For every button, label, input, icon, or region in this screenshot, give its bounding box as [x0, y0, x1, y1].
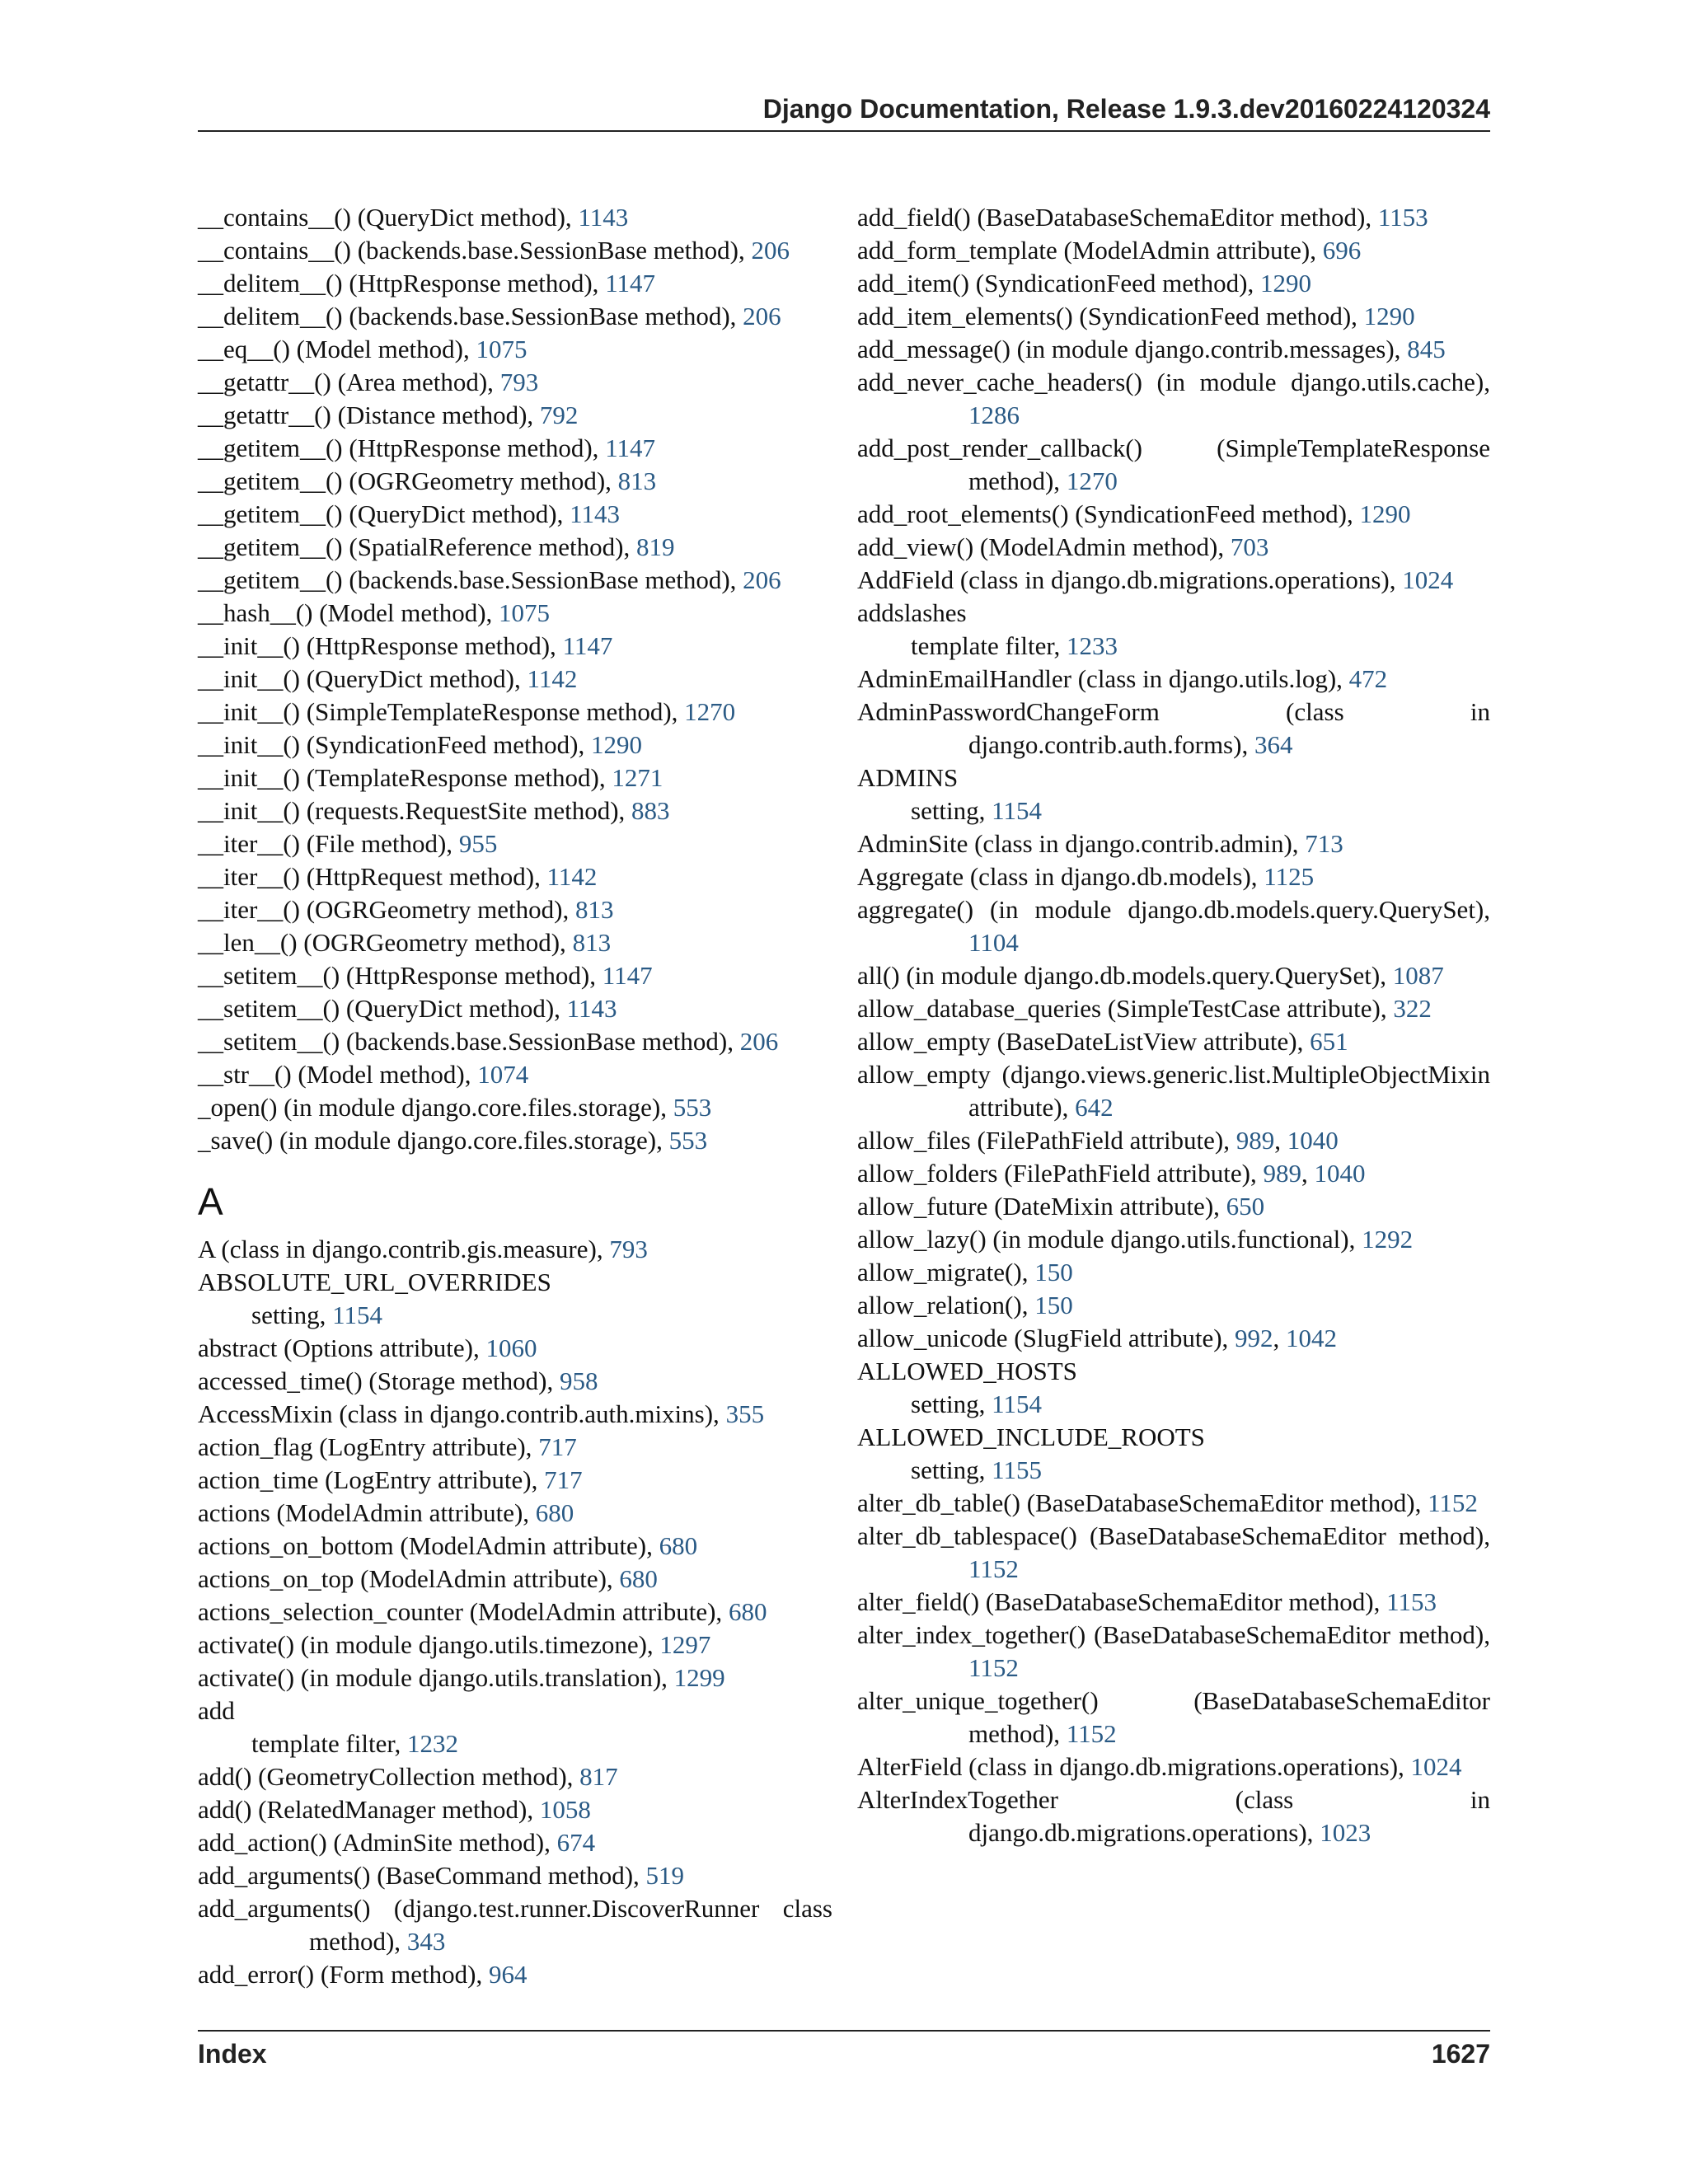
page-link[interactable]: 680 — [728, 1597, 767, 1626]
page-link[interactable]: 992 — [1235, 1324, 1273, 1352]
entry-text: __hash__() (Model method), — [198, 598, 499, 627]
page-link[interactable]: 1147 — [605, 434, 656, 462]
index-entry — [198, 234, 832, 267]
index-entry — [857, 1586, 1490, 1619]
entry-text: alter_index_together() (BaseDatabaseSchemaEditor method), — [857, 1620, 1490, 1649]
index-entry — [198, 432, 832, 465]
index-entry — [198, 300, 832, 333]
index-entry — [198, 1826, 832, 1859]
page-link[interactable]: 206 — [743, 565, 781, 594]
page-link[interactable]: 696 — [1322, 236, 1362, 265]
entry-text: add() (RelatedManager method), — [198, 1795, 540, 1824]
index-entry — [198, 663, 832, 696]
section-heading: A — [198, 1180, 223, 1223]
entry-text: accessed_time() (Storage method), — [198, 1366, 560, 1395]
document-title: Django Documentation, Release 1.9.3.dev20160224120324 — [762, 94, 1490, 124]
index-entry — [857, 1355, 1490, 1388]
page-link[interactable]: 1270 — [684, 697, 736, 726]
index-entry — [198, 959, 832, 992]
page-link[interactable]: 680 — [619, 1564, 658, 1593]
page-separator: , — [1273, 1324, 1287, 1352]
page-link[interactable]: 1125 — [1264, 862, 1315, 891]
index-entry — [198, 1661, 832, 1694]
entry-text: ALLOWED_HOSTS — [857, 1357, 1077, 1385]
entry-text: __str__() (Model method), — [198, 1060, 478, 1089]
page-link[interactable]: 680 — [659, 1531, 698, 1560]
entry-text: activate() (in module django.utils.timezone), — [198, 1630, 660, 1659]
index-entry — [857, 1487, 1490, 1520]
index-entry — [857, 201, 1490, 234]
index-entry — [198, 926, 832, 959]
subentry-text: template filter, — [911, 631, 1067, 660]
entry-text: __iter__() (HttpRequest method), — [198, 862, 547, 891]
entry-text: AccessMixin (class in django.contrib.auth.mixins), — [198, 1399, 726, 1428]
page-link[interactable]: 1290 — [1363, 302, 1415, 330]
entry-text: addslashes — [857, 598, 967, 627]
page-link[interactable]: 1142 — [546, 862, 598, 891]
index-entry — [857, 1124, 1490, 1157]
entry-text: actions_selection_counter (ModelAdmin attribute), — [198, 1597, 729, 1626]
index-entry — [198, 1464, 832, 1497]
index-entry — [857, 1619, 1490, 1685]
index-entry — [198, 1091, 832, 1124]
page-link[interactable]: 1154 — [332, 1301, 383, 1329]
entry-text: alter_unique_together() (BaseDatabaseSchemaEditor method), — [857, 1686, 1490, 1748]
entry-text: add_form_template (ModelAdmin attribute), — [857, 236, 1323, 265]
index-entry — [857, 432, 1490, 498]
entry-text: __init__() (SimpleTemplateResponse method), — [198, 697, 685, 726]
page-link[interactable]: 793 — [499, 368, 539, 396]
page-link[interactable]: 817 — [579, 1762, 618, 1791]
page-link[interactable]: 1153 — [1386, 1587, 1437, 1616]
page-link[interactable]: 1290 — [590, 730, 642, 759]
entry-text: __init__() (QueryDict method), — [198, 664, 528, 693]
index-entry — [198, 465, 832, 498]
entry-text: add_post_render_callback() (SimpleTemplateResponse method), — [857, 434, 1490, 495]
page-link[interactable]: 1142 — [527, 664, 578, 693]
page-link[interactable]: 713 — [1305, 829, 1343, 858]
page-separator: , — [1301, 1159, 1315, 1188]
index-column-right — [857, 201, 1490, 1849]
index-entry — [198, 1497, 832, 1530]
index-entry — [198, 1124, 832, 1157]
index-entry — [198, 1760, 832, 1793]
index-subentry — [857, 1454, 1490, 1487]
subentry-text: setting, — [251, 1301, 333, 1329]
page-link[interactable]: 1024 — [1402, 565, 1454, 594]
index-entry — [198, 1892, 832, 1958]
index-entry — [857, 564, 1490, 597]
page-link[interactable]: 674 — [556, 1828, 596, 1857]
page-link[interactable]: 1271 — [612, 763, 663, 792]
entry-text: allow_files (FilePathField attribute), — [857, 1126, 1236, 1155]
page-link[interactable]: 1023 — [1320, 1818, 1372, 1847]
index-entry — [198, 1563, 832, 1596]
entry-text: AlterIndexTogether (class in django.db.migrations.operations), — [857, 1785, 1490, 1847]
page-link[interactable]: 322 — [1393, 994, 1432, 1023]
page-link[interactable]: 1152 — [1066, 1719, 1117, 1748]
entry-text: __init__() (requests.RequestSite method), — [198, 796, 632, 825]
page-link[interactable]: 1152 — [968, 1653, 1019, 1682]
index-entry — [198, 366, 832, 399]
entry-text: add_error() (Form method), — [198, 1960, 489, 1989]
entry-text: AlterField (class in django.db.migrations.operations), — [857, 1752, 1411, 1781]
entry-text: ALLOWED_INCLUDE_ROOTS — [857, 1422, 1205, 1451]
subentry-text: template filter, — [251, 1729, 407, 1758]
page-link[interactable]: 206 — [743, 302, 781, 330]
entry-text: add() (GeometryCollection method), — [198, 1762, 580, 1791]
index-entry — [198, 1530, 832, 1563]
page-link[interactable]: 1075 — [499, 598, 551, 627]
entry-text: alter_field() (BaseDatabaseSchemaEditor method), — [857, 1587, 1387, 1616]
entry-text: allow_empty (django.views.generic.list.MultipleObjectMixin attribute), — [857, 1060, 1490, 1122]
page-link[interactable]: 813 — [572, 928, 612, 957]
page-link[interactable]: 519 — [645, 1861, 685, 1890]
page-link[interactable]: 1104 — [968, 928, 1019, 957]
page-link[interactable]: 1143 — [570, 499, 620, 528]
entry-text: add_item() (SyndicationFeed method), — [857, 269, 1260, 298]
entry-text: allow_migrate(), — [857, 1258, 1035, 1286]
page-link[interactable]: 1286 — [968, 401, 1020, 429]
page-link[interactable]: 680 — [535, 1498, 574, 1527]
entry-text: __iter__() (File method), — [198, 829, 459, 858]
entry-text: __iter__() (OGRGeometry method), — [198, 895, 575, 924]
entry-text: allow_database_queries (SimpleTestCase attribute), — [857, 994, 1394, 1023]
page-link[interactable]: 1297 — [659, 1630, 711, 1659]
index-entry — [198, 1859, 832, 1892]
entry-text: add_view() (ModelAdmin method), — [857, 532, 1231, 561]
page-link[interactable]: 703 — [1230, 532, 1269, 561]
entry-text: all() (in module django.db.models.query.QuerySet), — [857, 961, 1393, 990]
index-entry — [857, 992, 1490, 1025]
page-link[interactable]: 1233 — [1066, 631, 1118, 660]
index-entry — [198, 729, 832, 762]
page-link[interactable]: 1060 — [485, 1333, 537, 1362]
index-entry — [857, 267, 1490, 300]
entry-text: __contains__() (backends.base.SessionBase method), — [198, 236, 752, 265]
entry-text: __contains__() (QueryDict method), — [198, 203, 579, 232]
index-entry — [198, 1958, 832, 1991]
entry-text: add_item_elements() (SyndicationFeed method), — [857, 302, 1364, 330]
index-entry — [857, 1750, 1490, 1783]
page-link[interactable]: 1270 — [1066, 466, 1118, 495]
page-link[interactable]: 989 — [1263, 1159, 1301, 1188]
index-entry — [198, 893, 832, 926]
index-entry — [198, 267, 832, 300]
entry-text: actions (ModelAdmin attribute), — [198, 1498, 536, 1527]
index-entry — [198, 1058, 832, 1091]
index-entry — [198, 1332, 832, 1365]
entry-text: __len__() (OGRGeometry method), — [198, 928, 573, 957]
page-link[interactable]: 553 — [668, 1126, 708, 1155]
page-link[interactable]: 819 — [635, 532, 675, 561]
entry-text: AdminEmailHandler (class in django.utils.log), — [857, 664, 1349, 693]
entry-text: __getitem__() (OGRGeometry method), — [198, 466, 618, 495]
subentry-text: setting, — [911, 796, 992, 825]
subentry-text: setting, — [911, 1455, 992, 1484]
page-link[interactable]: 1152 — [1428, 1488, 1478, 1517]
entry-text: AdminPasswordChangeForm (class in django.contrib.auth.forms), — [857, 697, 1490, 759]
entry-text: allow_relation(), — [857, 1291, 1035, 1319]
entry-text: __setitem__() (QueryDict method), — [198, 994, 567, 1023]
page-link[interactable]: 1143 — [566, 994, 617, 1023]
index-entry — [857, 333, 1490, 366]
entry-text: __getitem__() (SpatialReference method), — [198, 532, 636, 561]
index-entry — [198, 1266, 832, 1299]
page-link[interactable]: 150 — [1034, 1258, 1073, 1286]
entry-text: __getitem__() (backends.base.SessionBase method), — [198, 565, 743, 594]
page-link[interactable]: 355 — [725, 1399, 765, 1428]
index-entry — [198, 597, 832, 630]
index-entry — [857, 1289, 1490, 1322]
index-entry — [198, 399, 832, 432]
index-entry — [857, 762, 1490, 794]
index-entry — [198, 1398, 832, 1431]
index-entry — [857, 1157, 1490, 1190]
index-entry — [857, 959, 1490, 992]
entry-text: _open() (in module django.core.files.storage), — [198, 1093, 673, 1122]
entry-text: A (class in django.contrib.gis.measure), — [198, 1235, 610, 1263]
entry-text: __delitem__() (backends.base.SessionBase method), — [198, 302, 743, 330]
page-link[interactable]: 1147 — [602, 961, 653, 990]
page-link[interactable]: 964 — [488, 1960, 528, 1989]
entry-text: actions_on_top (ModelAdmin attribute), — [198, 1564, 620, 1593]
page-link[interactable]: 1143 — [578, 203, 629, 232]
page-link[interactable]: 1154 — [992, 796, 1043, 825]
entry-text: __setitem__() (backends.base.SessionBase method), — [198, 1027, 740, 1056]
page-link[interactable]: 150 — [1034, 1291, 1073, 1319]
index-entry — [198, 827, 832, 860]
index-subentry — [857, 630, 1490, 663]
page-footer — [198, 2039, 1490, 2075]
entry-text: _save() (in module django.core.files.storage), — [198, 1126, 669, 1155]
page-link[interactable]: 1040 — [1287, 1126, 1339, 1155]
page-link[interactable]: 364 — [1254, 730, 1293, 759]
entry-text: actions_on_bottom (ModelAdmin attribute), — [198, 1531, 659, 1560]
entry-text: add_arguments() (BaseCommand method), — [198, 1861, 646, 1890]
index-entry — [857, 860, 1490, 893]
index-subentry — [198, 1299, 832, 1332]
page-link[interactable]: 813 — [617, 466, 657, 495]
entry-text: aggregate() (in module django.db.models.query.QuerySet), — [857, 895, 1490, 924]
index-entry — [857, 1685, 1490, 1750]
entry-text: add — [198, 1696, 235, 1725]
page-link[interactable]: 1155 — [992, 1455, 1043, 1484]
page-number: 1627 — [1431, 2039, 1490, 2069]
page-link[interactable]: 206 — [751, 236, 790, 265]
entry-text: action_time (LogEntry attribute), — [198, 1465, 545, 1494]
entry-text: __setitem__() (HttpResponse method), — [198, 961, 603, 990]
page-separator: , — [1274, 1126, 1287, 1155]
page-link[interactable]: 553 — [673, 1093, 712, 1122]
entry-text: __delitem__() (HttpResponse method), — [198, 269, 606, 298]
index-entry — [857, 531, 1490, 564]
index-subentry — [857, 1388, 1490, 1421]
page-link[interactable]: 1024 — [1410, 1752, 1462, 1781]
entry-text: __getattr__() (Area method), — [198, 368, 500, 396]
page-link[interactable]: 793 — [609, 1235, 648, 1263]
subentry-text: setting, — [911, 1390, 992, 1418]
entry-text: add_never_cache_headers() (in module django.utils.cache), — [857, 368, 1490, 396]
entry-text: activate() (in module django.utils.translation), — [198, 1663, 674, 1692]
entry-text: add_field() (BaseDatabaseSchemaEditor method), — [857, 203, 1378, 232]
index-entry — [198, 630, 832, 663]
index-entry — [857, 1322, 1490, 1355]
page-link[interactable]: 792 — [539, 401, 579, 429]
page-link[interactable]: 472 — [1348, 664, 1388, 693]
page-link[interactable]: 845 — [1407, 335, 1446, 363]
index-entry — [857, 300, 1490, 333]
index-entry — [857, 498, 1490, 531]
page-link[interactable]: 1087 — [1392, 961, 1444, 990]
page-link[interactable]: 1299 — [673, 1663, 725, 1692]
page-link[interactable]: 813 — [575, 895, 614, 924]
entry-text: add_arguments() (django.test.runner.DiscoverRunner class method), — [198, 1894, 832, 1956]
entry-text: ADMINS — [857, 763, 959, 792]
page-header — [198, 94, 1490, 130]
index-entry — [198, 564, 832, 597]
page-link[interactable]: 206 — [739, 1027, 779, 1056]
entry-text: add_action() (AdminSite method), — [198, 1828, 557, 1857]
entry-text: AddField (class in django.db.migrations.operations), — [857, 565, 1403, 594]
page-link[interactable]: 717 — [544, 1465, 583, 1494]
entry-text: allow_future (DateMixin attribute), — [857, 1192, 1226, 1221]
index-entry — [857, 234, 1490, 267]
index-subentry — [857, 794, 1490, 827]
index-entry — [857, 366, 1490, 432]
page-link[interactable]: 642 — [1075, 1093, 1114, 1122]
entry-text: abstract (Options attribute), — [198, 1333, 486, 1362]
entry-text: allow_folders (FilePathField attribute), — [857, 1159, 1264, 1188]
index-entry — [198, 860, 832, 893]
index-entry — [198, 1793, 832, 1826]
page-link[interactable]: 717 — [538, 1432, 577, 1461]
index-entry — [857, 893, 1490, 959]
page-link[interactable]: 1232 — [406, 1729, 458, 1758]
index-entry — [198, 1596, 832, 1629]
index-entry — [198, 992, 832, 1025]
entry-text: add_root_elements() (SyndicationFeed method), — [857, 499, 1360, 528]
index-entry — [857, 1256, 1490, 1289]
entry-text: __eq__() (Model method), — [198, 335, 476, 363]
page-link[interactable]: 1147 — [562, 631, 613, 660]
index-entry — [857, 1058, 1490, 1124]
entry-text: allow_empty (BaseDateListView attribute), — [857, 1027, 1311, 1056]
index-entry — [198, 794, 832, 827]
index-entry — [198, 1365, 832, 1398]
index-entry — [857, 1025, 1490, 1058]
entry-text: __init__() (HttpResponse method), — [198, 631, 563, 660]
page-link[interactable]: 1152 — [968, 1554, 1019, 1583]
index-entry — [857, 1520, 1490, 1586]
page-link[interactable]: 1290 — [1260, 269, 1311, 298]
index-entry — [198, 1431, 832, 1464]
index-entry — [198, 498, 832, 531]
page-link[interactable]: 1147 — [605, 269, 656, 298]
entry-text: __getattr__() (Distance method), — [198, 401, 540, 429]
index-subentry — [198, 1727, 832, 1760]
entry-text: Aggregate (class in django.db.models), — [857, 862, 1264, 891]
index-entry — [857, 1190, 1490, 1223]
entry-text: AdminSite (class in django.contrib.admin), — [857, 829, 1306, 858]
index-entry — [857, 696, 1490, 762]
page-link[interactable]: 955 — [458, 829, 498, 858]
page-link[interactable]: 650 — [1226, 1192, 1265, 1221]
index-entry — [198, 696, 832, 729]
page-link[interactable]: 1290 — [1359, 499, 1411, 528]
index-entry — [198, 1025, 832, 1058]
index-entry — [857, 1223, 1490, 1256]
page-link[interactable]: 1074 — [477, 1060, 529, 1089]
index-entry — [198, 201, 832, 234]
index-entry — [198, 333, 832, 366]
index-column-left — [198, 201, 832, 1991]
header-rule — [198, 130, 1490, 132]
footer-section-label: Index — [198, 2039, 267, 2069]
entry-text: alter_db_tablespace() (BaseDatabaseSchemaEditor method), — [857, 1521, 1490, 1550]
entry-text: __init__() (SyndicationFeed method), — [198, 730, 591, 759]
index-entry — [198, 762, 832, 794]
page-link[interactable]: 1042 — [1286, 1324, 1338, 1352]
page-link[interactable]: 958 — [560, 1366, 598, 1395]
index-entry — [857, 1421, 1490, 1454]
index-entry — [198, 531, 832, 564]
entry-text: alter_db_table() (BaseDatabaseSchemaEditor method), — [857, 1488, 1428, 1517]
page-link[interactable]: 1154 — [992, 1390, 1043, 1418]
entry-text: __getitem__() (QueryDict method), — [198, 499, 570, 528]
entry-text: allow_lazy() (in module django.utils.functional), — [857, 1225, 1362, 1254]
entry-text: __getitem__() (HttpResponse method), — [198, 434, 606, 462]
index-entry — [857, 597, 1490, 630]
page-link[interactable]: 1058 — [539, 1795, 591, 1824]
entry-text: add_message() (in module django.contrib.messages), — [857, 335, 1408, 363]
index-entry — [857, 827, 1490, 860]
page-link[interactable]: 1040 — [1314, 1159, 1366, 1188]
page-link[interactable]: 343 — [406, 1927, 446, 1956]
entry-text: allow_unicode (SlugField attribute), — [857, 1324, 1236, 1352]
page-link[interactable]: 651 — [1310, 1027, 1348, 1056]
entry-text: ABSOLUTE_URL_OVERRIDES — [198, 1268, 551, 1296]
page-link[interactable]: 883 — [631, 796, 670, 825]
index-entry — [857, 1783, 1490, 1849]
index-entry — [198, 1694, 832, 1727]
entry-text: __init__() (TemplateResponse method), — [198, 763, 612, 792]
page-link[interactable]: 1075 — [476, 335, 528, 363]
index-entry — [198, 1629, 832, 1661]
entry-text: action_flag (LogEntry attribute), — [198, 1432, 539, 1461]
index-entry — [198, 1233, 832, 1266]
page-link[interactable]: 989 — [1236, 1126, 1275, 1155]
page-link[interactable]: 1153 — [1377, 203, 1428, 232]
page-link[interactable]: 1292 — [1362, 1225, 1414, 1254]
footer-rule — [198, 2030, 1490, 2032]
index-entry — [857, 663, 1490, 696]
